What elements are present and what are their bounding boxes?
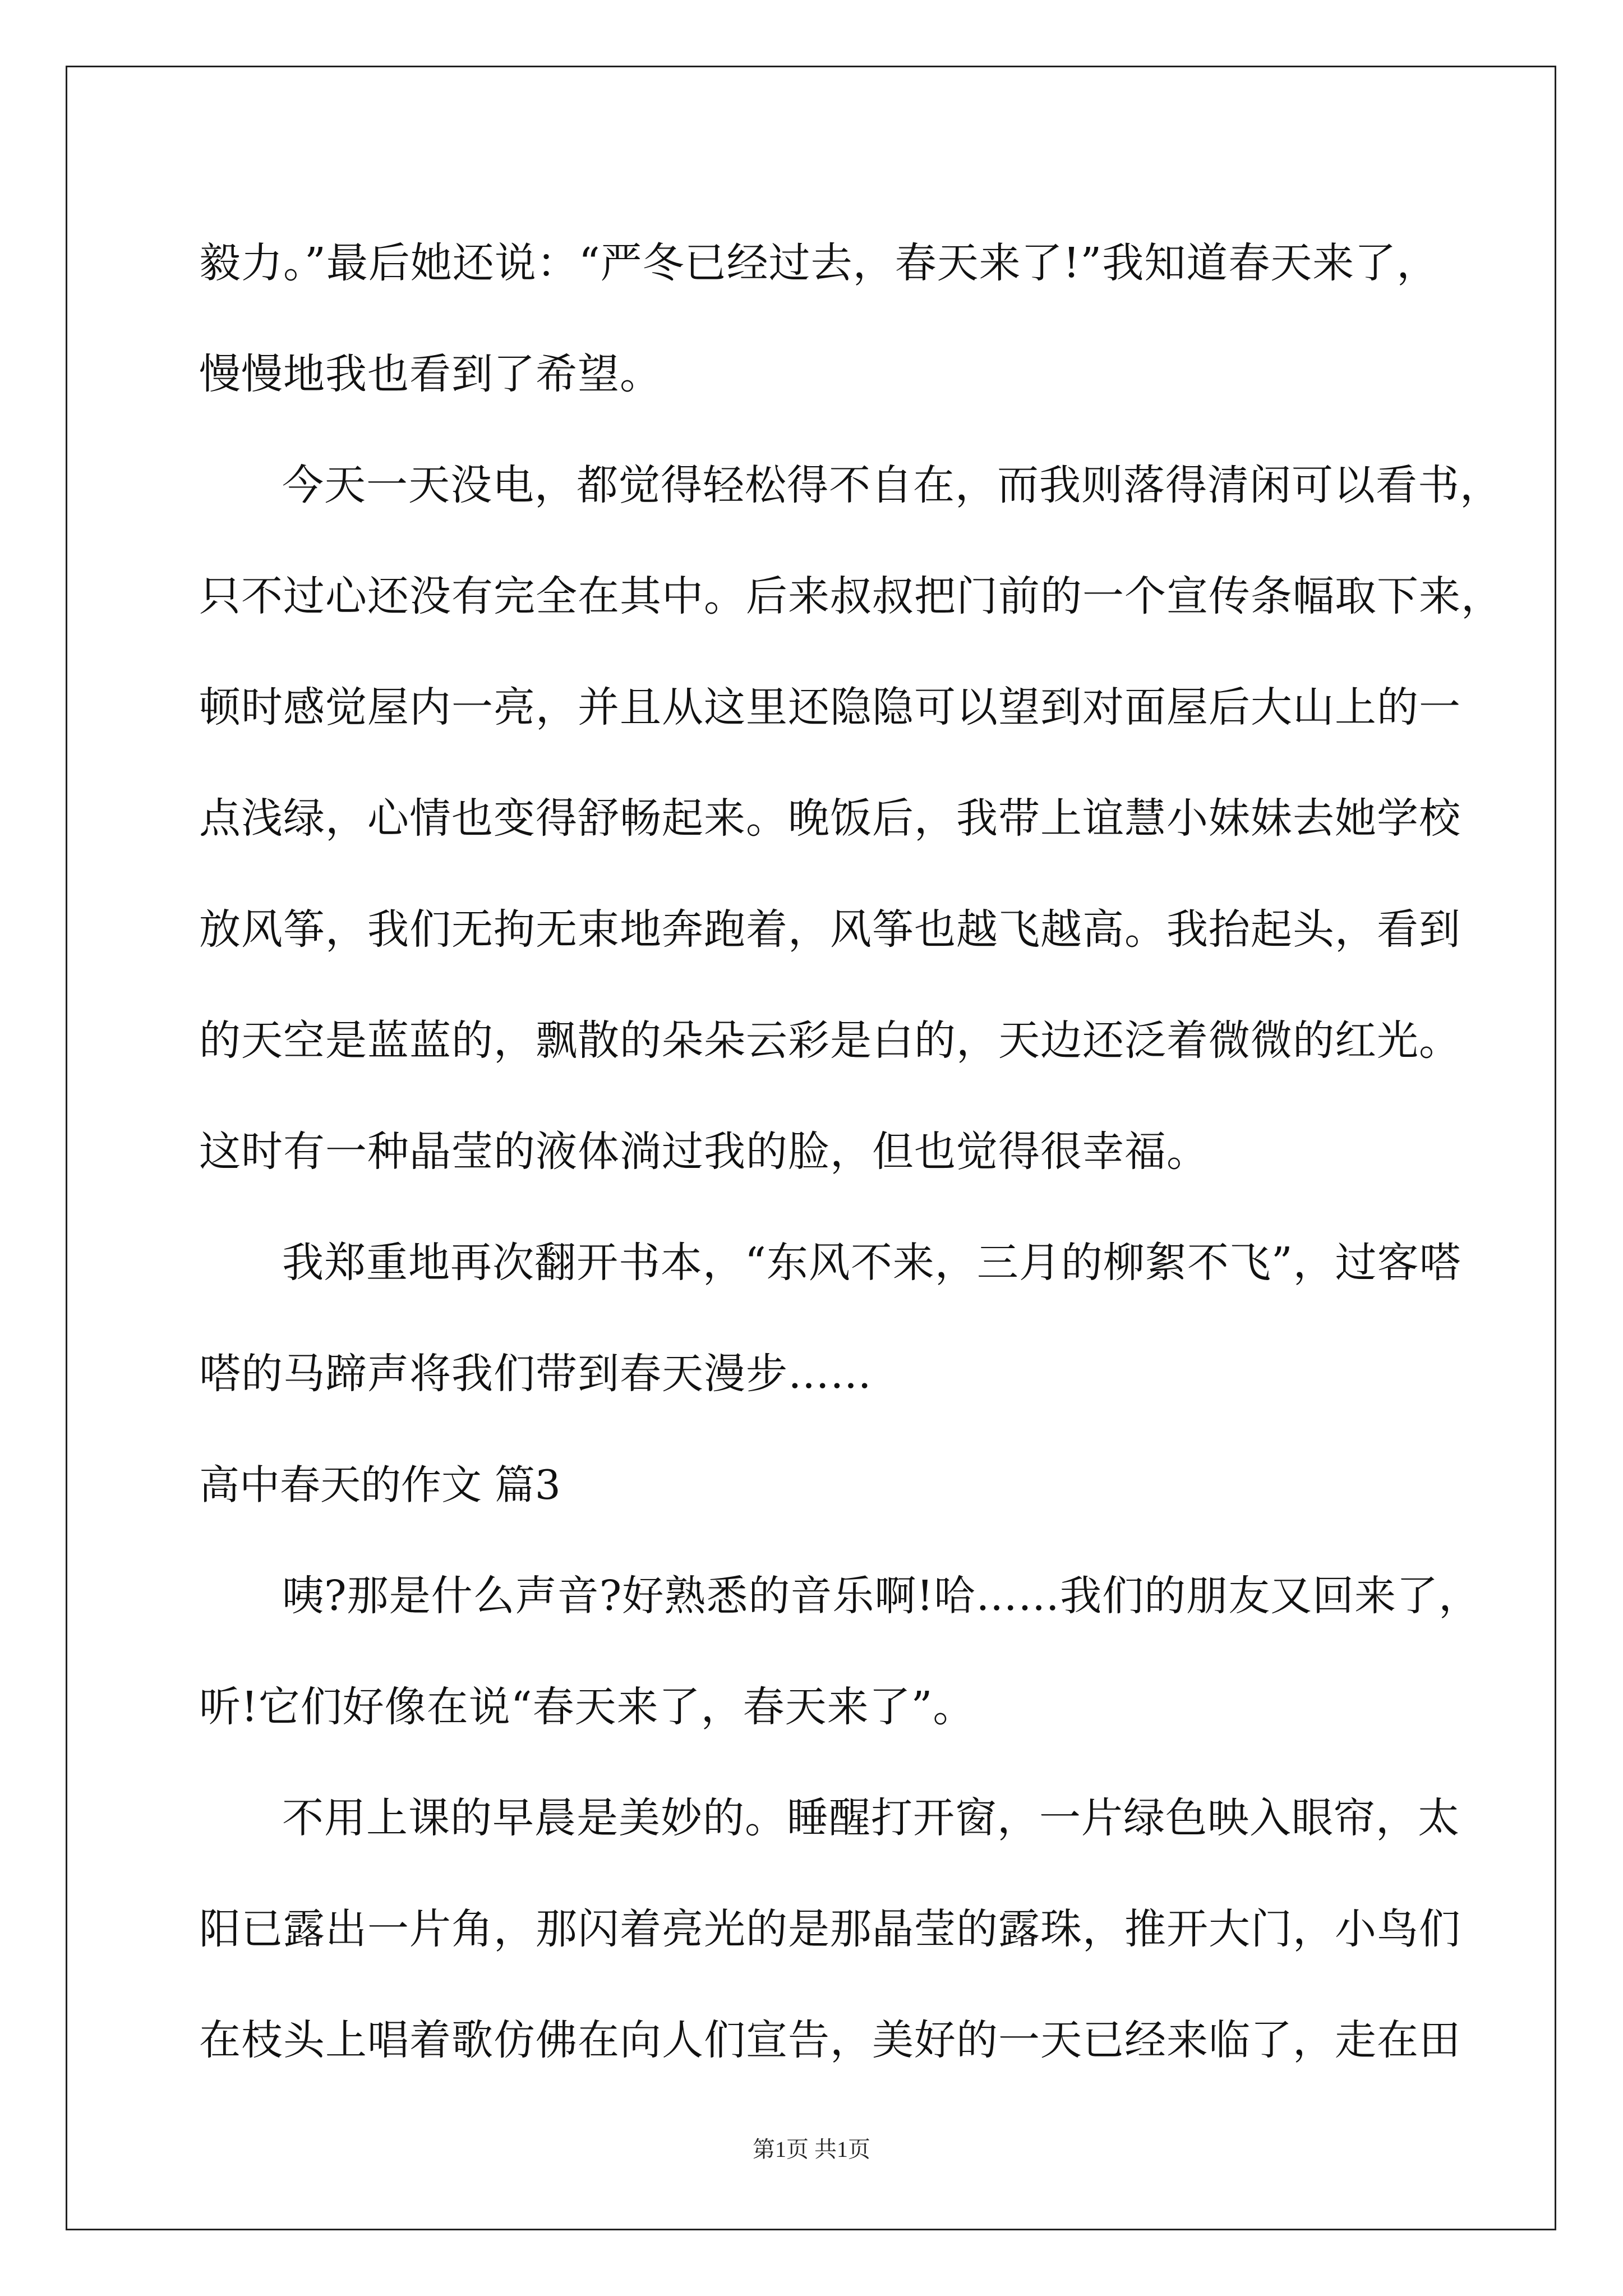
text-line: 慢慢地我也看到了希望。 bbox=[199, 350, 662, 398]
document-body bbox=[199, 208, 1503, 2096]
text-line: 毅力。”最后她还说：“严冬已经过去，春天来了!”我知道春天来了， bbox=[199, 239, 1439, 287]
text-line: 听!它们好像在说“春天来了，春天来了”。 bbox=[199, 1683, 975, 1731]
paragraph-start-line: 我郑重地再次翻开书本，“东风不来，三月的柳絮不飞”，过客嗒 bbox=[282, 1239, 1461, 1287]
text-line: 点浅绿，心情也变得舒畅起来。晚饭后，我带上谊慧小妹妹去她学校 bbox=[199, 794, 1461, 843]
paragraph-start-line: 今天一天没电，都觉得轻松得不自在，而我则落得清闲可以看书， bbox=[282, 461, 1502, 509]
page-footer: 第1页 共1页 bbox=[753, 2137, 870, 2162]
text-line: 这时有一种晶莹的液体淌过我的脸，但也觉得很幸福。 bbox=[199, 1128, 1209, 1176]
text-line: 嗒的马蹄声将我们带到春天漫步…… bbox=[199, 1350, 872, 1398]
text-line: 在枝头上唱着歌仿佛在向人们宣告，美好的一天已经来临了，走在田 bbox=[199, 2016, 1461, 2064]
text-line: 顿时感觉屋内一亮，并且从这里还隐隐可以望到对面屋后大山上的一 bbox=[199, 683, 1461, 731]
paragraph-start-line: 咦?那是什么声音?好熟悉的音乐啊!哈……我们的朋友又回来了， bbox=[282, 1572, 1481, 1620]
paragraph-start-line: 不用上课的早晨是美妙的。睡醒打开窗，一片绿色映入眼帘，太 bbox=[282, 1794, 1460, 1842]
text-line: 阳已露出一片角，那闪着亮光的是那晶莹的露珠，推开大门，小鸟们 bbox=[199, 1905, 1461, 1953]
section-heading: 高中春天的作文 篇3 bbox=[199, 1461, 561, 1508]
text-line: 只不过心还没有完全在其中。后来叔叔把门前的一个宣传条幅取下来， bbox=[199, 572, 1503, 620]
text-line: 的天空是蓝蓝的，飘散的朵朵云彩是白的，天边还泛着微微的红光。 bbox=[199, 1016, 1461, 1065]
text-line: 放风筝，我们无拘无束地奔跑着，风筝也越飞越高。我抬起头，看到 bbox=[199, 905, 1461, 954]
